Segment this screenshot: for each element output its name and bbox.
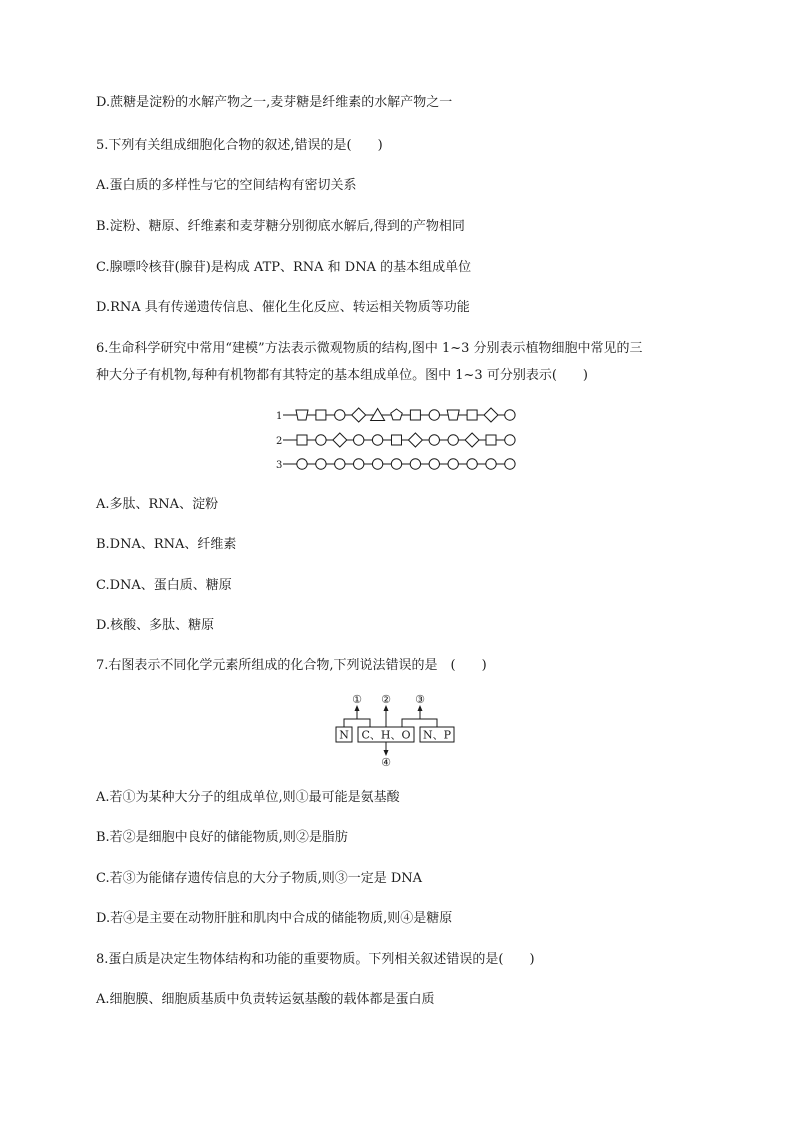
macromolecule-chain-figure bbox=[276, 402, 526, 474]
monomer-circle bbox=[372, 459, 382, 469]
q7-option-d: D.若④是主要在动物肝脏和肌肉中合成的储能物质,则④是糖原 bbox=[96, 911, 453, 926]
q7-option-b: B.若②是细胞中良好的储能物质,则②是脂肪 bbox=[96, 830, 348, 845]
element-compound-figure bbox=[330, 692, 460, 768]
chain-row-label: 2 bbox=[276, 436, 283, 447]
monomer-circle bbox=[429, 435, 439, 445]
monomer-diamond bbox=[352, 408, 366, 422]
question-7: 7.右图表示不同化学元素所组成的化合物,下列说法错误的是 ( ) bbox=[96, 658, 487, 673]
monomer-circle bbox=[354, 435, 364, 445]
line-4d: D.蔗糖是淀粉的水解产物之一,麦芽糖是纤维素的水解产物之一 bbox=[96, 95, 453, 110]
q5-option-a: A.蛋白质的多样性与它的空间结构有密切关系 bbox=[96, 178, 357, 193]
bracket-1 bbox=[344, 719, 370, 727]
monomer-circle bbox=[505, 410, 515, 420]
q6-option-b: B.DNA、RNA、纤维素 bbox=[96, 537, 237, 552]
monomer-circle bbox=[448, 435, 458, 445]
box-n-text: N bbox=[339, 728, 349, 742]
monomer-circle bbox=[429, 410, 439, 420]
monomer-square bbox=[486, 435, 496, 445]
monomer-circle bbox=[391, 459, 401, 469]
question-6-line1: 6.生命科学研究中常用“建模”方法表示微观物质的结构,图中 1~3 分别表示植物细胞中常见的三 bbox=[96, 341, 643, 356]
monomer-circle bbox=[316, 435, 326, 445]
monomer-trapezoid bbox=[296, 410, 308, 420]
monomer-pentagon bbox=[391, 409, 402, 420]
chain-row-label: 3 bbox=[276, 460, 283, 471]
monomer-square bbox=[467, 410, 477, 420]
q7-option-a: A.若①为某种大分子的组成单位,则①最可能是氨基酸 bbox=[96, 790, 400, 805]
q5-option-d: D.RNA 具有传递遗传信息、催化生化反应、转运相关物质等功能 bbox=[96, 300, 470, 315]
chain-row-label: 1 bbox=[276, 411, 283, 422]
monomer-diamond bbox=[333, 433, 347, 447]
label-4: ④ bbox=[381, 756, 391, 768]
monomer-diamond bbox=[484, 408, 498, 422]
monomer-diamond bbox=[465, 433, 479, 447]
monomer-square bbox=[392, 435, 402, 445]
monomer-circle bbox=[429, 459, 439, 469]
monomer-circle bbox=[372, 435, 382, 445]
monomer-circle bbox=[335, 459, 345, 469]
q7-option-c: C.若③为能储存遗传信息的大分子物质,则③一定是 DNA bbox=[96, 871, 423, 886]
box-cho-text: C、H、O bbox=[361, 728, 411, 742]
question-5: 5.下列有关组成细胞化合物的叙述,错误的是( ) bbox=[96, 138, 383, 153]
question-6-line2: 种大分子有机物,每种有机物都有其特定的基本组成单位。图中 1~3 可分别表示( ) bbox=[96, 368, 588, 383]
q5-option-b: B.淀粉、糖原、纤维素和麦芽糖分别彻底水解后,得到的产物相同 bbox=[96, 219, 465, 234]
monomer-circle bbox=[505, 435, 515, 445]
q6-option-d: D.核酸、多肽、糖原 bbox=[96, 618, 215, 633]
q6-option-a: A.多肽、RNA、淀粉 bbox=[96, 497, 219, 512]
monomer-circle bbox=[448, 459, 458, 469]
label-2: ② bbox=[381, 693, 391, 706]
monomer-square bbox=[297, 435, 307, 445]
monomer-circle bbox=[467, 459, 477, 469]
monomer-square bbox=[410, 410, 420, 420]
monomer-circle bbox=[486, 459, 496, 469]
monomer-circle bbox=[316, 459, 326, 469]
monomer-diamond bbox=[408, 433, 422, 447]
monomer-circle bbox=[354, 459, 364, 469]
monomer-circle bbox=[410, 459, 420, 469]
label-1: ① bbox=[352, 693, 362, 706]
box-np-text: N、P bbox=[422, 728, 452, 742]
monomer-square bbox=[316, 410, 326, 420]
q8-option-a: A.细胞膜、细胞质基质中负责转运氨基酸的载体都是蛋白质 bbox=[96, 992, 435, 1007]
monomer-trapezoid bbox=[447, 410, 459, 420]
monomer-circle bbox=[505, 459, 515, 469]
monomer-circle bbox=[335, 410, 345, 420]
q6-option-c: C.DNA、蛋白质、糖原 bbox=[96, 578, 232, 593]
bracket-3 bbox=[402, 719, 437, 727]
q5-option-c: C.腺嘌呤核苷(腺苷)是构成 ATP、RNA 和 DNA 的基本组成单位 bbox=[96, 260, 472, 275]
monomer-circle bbox=[297, 459, 307, 469]
label-3: ③ bbox=[415, 693, 425, 706]
question-8: 8.蛋白质是决定生物体结构和功能的重要物质。下列相关叙述错误的是( ) bbox=[96, 952, 535, 967]
